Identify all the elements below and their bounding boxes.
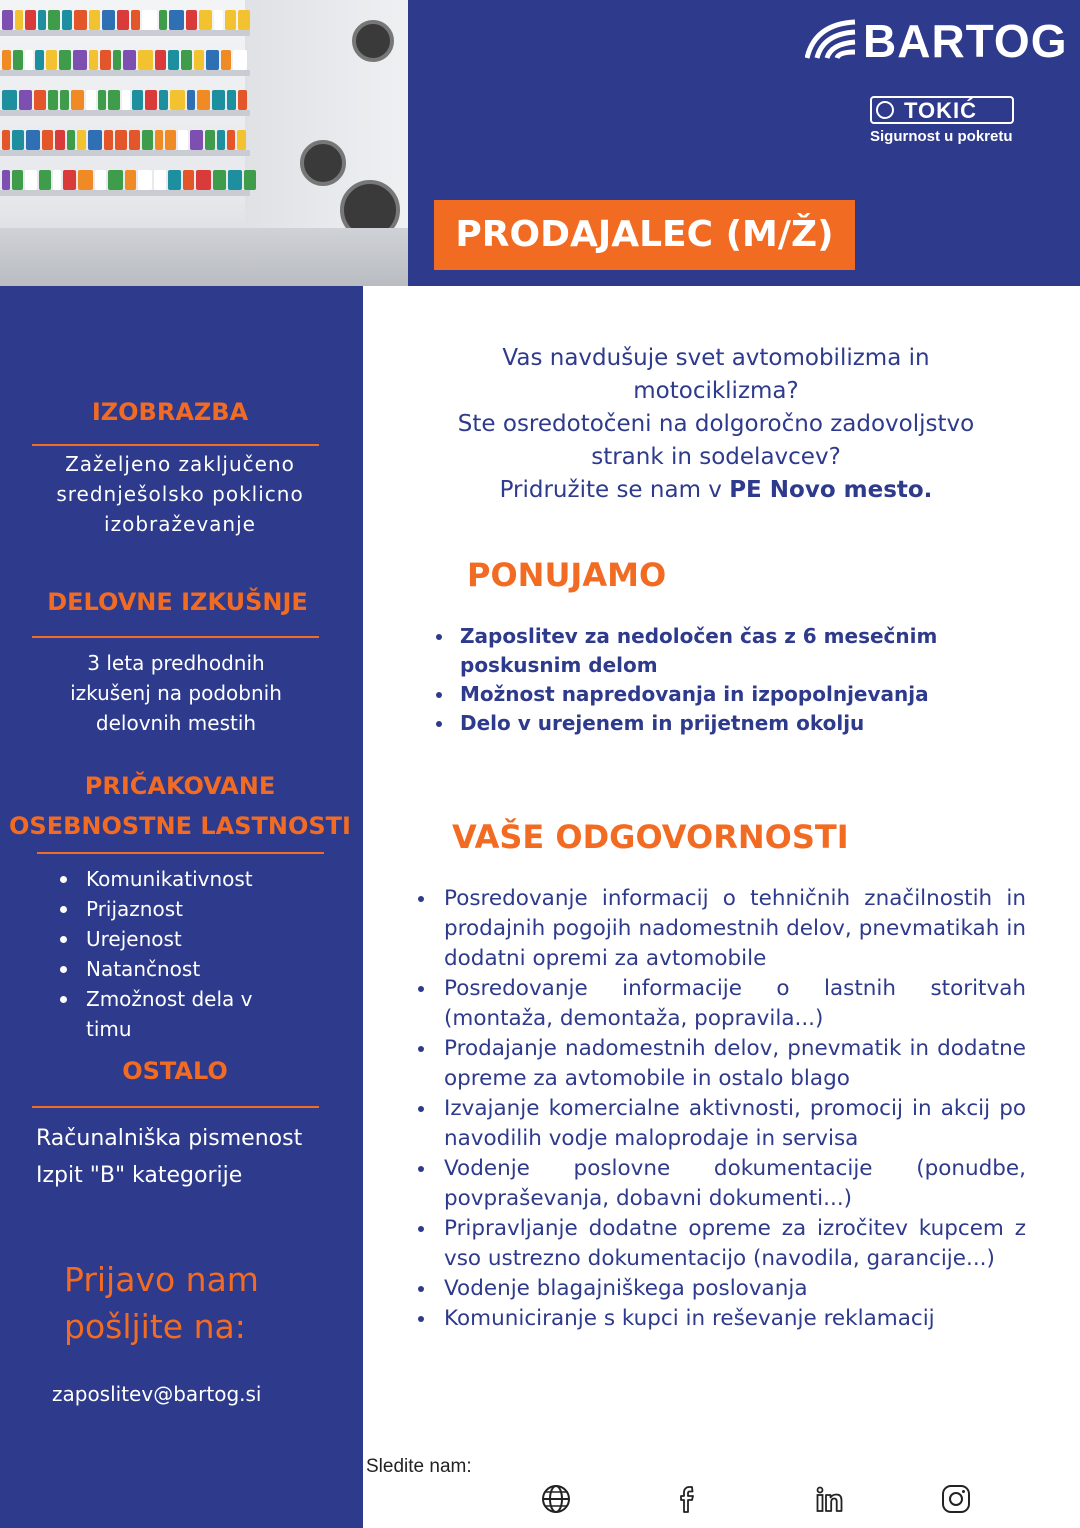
location-name: PE Novo mesto. bbox=[729, 477, 933, 503]
photo-product bbox=[205, 130, 215, 150]
photo-product bbox=[190, 130, 203, 150]
traits-heading-line: OSEBNOSTNE LASTNOSTI bbox=[9, 812, 351, 840]
photo-shelf bbox=[0, 110, 250, 116]
photo-disc bbox=[352, 20, 394, 62]
photo-product bbox=[108, 90, 120, 110]
photo-product bbox=[2, 90, 17, 110]
store-shelves-photo bbox=[0, 0, 408, 286]
education-heading: IZOBRAZBA bbox=[91, 398, 249, 426]
photo-product bbox=[142, 10, 157, 30]
photo-floor bbox=[0, 228, 408, 286]
experience-heading: DELOVNE IZKUŠNJE bbox=[47, 588, 308, 616]
photo-product bbox=[34, 90, 46, 110]
photo-product bbox=[244, 170, 256, 190]
photo-product bbox=[225, 10, 236, 30]
apply-heading bbox=[64, 1256, 259, 1350]
list-item: Posredovanje informacij o tehničnih značilnostih in prodajnih pogojih nadomestnih delov, pnevmatikah in dodatni opremi za avtomobile bbox=[418, 884, 1026, 974]
apply-heading-line: Prijavo nam bbox=[64, 1260, 259, 1299]
list-item: Prijaznost bbox=[60, 894, 300, 924]
photo-product bbox=[98, 90, 106, 110]
apply-email[interactable]: zaposlitev@bartog.si bbox=[52, 1382, 262, 1406]
photo-product bbox=[12, 130, 24, 150]
intro-line: motociklizma? bbox=[633, 378, 799, 404]
photo-product bbox=[113, 50, 121, 70]
list-item: Zaposlitev za nedoločen čas z 6 mesečnim poskusnim delom bbox=[436, 622, 996, 680]
partner-slogan: Sigurnost u pokretu bbox=[870, 128, 1013, 145]
photo-product bbox=[71, 90, 84, 110]
photo-product bbox=[238, 90, 247, 110]
photo-product bbox=[2, 130, 10, 150]
photo-product bbox=[100, 50, 111, 70]
intro-line: Vas navdušuje svet avtomobilizma in bbox=[502, 345, 930, 371]
globe-icon[interactable] bbox=[539, 1482, 573, 1516]
photo-product bbox=[2, 170, 10, 190]
photo-shelf bbox=[0, 70, 250, 76]
photo-product bbox=[221, 50, 231, 70]
photo-product bbox=[95, 170, 106, 190]
brand-name: BARTOG bbox=[863, 15, 1068, 67]
divider bbox=[32, 636, 319, 638]
responsibilities-list bbox=[418, 884, 1026, 1334]
photo-product bbox=[159, 10, 167, 30]
photo-product bbox=[2, 10, 13, 30]
photo-shelf bbox=[0, 150, 250, 156]
photo-product bbox=[19, 90, 32, 110]
photo-product bbox=[86, 90, 96, 110]
list-item: Komuniciranje s kupci in reševanje reklamacij bbox=[418, 1304, 1026, 1334]
list-item: Natančnost bbox=[60, 954, 300, 984]
photo-product bbox=[38, 10, 46, 30]
photo-product bbox=[186, 10, 197, 30]
photo-product bbox=[104, 130, 113, 150]
photo-product bbox=[77, 130, 86, 150]
photo-product bbox=[74, 10, 87, 30]
experience-line: izkušenj na podobnih bbox=[70, 681, 282, 705]
photo-product bbox=[233, 50, 247, 70]
education-text bbox=[20, 449, 340, 539]
photo-product bbox=[102, 10, 115, 30]
photo-product bbox=[129, 130, 140, 150]
photo-product bbox=[181, 50, 192, 70]
photo-product bbox=[155, 50, 166, 70]
divider bbox=[37, 852, 324, 854]
responsibilities-heading: VAŠE ODGOVORNOSTI bbox=[452, 818, 849, 856]
photo-product bbox=[122, 90, 130, 110]
photo-product bbox=[73, 50, 87, 70]
photo-product bbox=[169, 10, 184, 30]
photo-product bbox=[196, 170, 211, 190]
photo-product bbox=[63, 170, 76, 190]
tokic-circle-icon bbox=[876, 101, 894, 119]
offer-heading: PONUJAMO bbox=[467, 556, 667, 594]
photo-product bbox=[227, 90, 236, 110]
photo-product bbox=[59, 50, 71, 70]
list-item: Vodenje blagajniškega poslovanja bbox=[418, 1274, 1026, 1304]
photo-product bbox=[145, 90, 157, 110]
photo-product bbox=[12, 170, 23, 190]
list-item: Urejenost bbox=[60, 924, 300, 954]
education-line: Zaželjeno zaključeno bbox=[65, 452, 295, 476]
list-item: Komunikativnost bbox=[60, 864, 300, 894]
photo-product bbox=[168, 170, 181, 190]
experience-text bbox=[16, 648, 336, 738]
photo-product bbox=[142, 130, 153, 150]
photo-product bbox=[154, 170, 166, 190]
photo-product bbox=[217, 130, 225, 150]
list-item: Delo v urejenem in prijetnem okolju bbox=[436, 709, 996, 738]
sidebar bbox=[0, 286, 363, 1528]
photo-product bbox=[89, 10, 100, 30]
photo-product bbox=[39, 170, 51, 190]
photo-product bbox=[168, 50, 179, 70]
photo-product bbox=[25, 50, 33, 70]
photo-product bbox=[15, 10, 23, 30]
linkedin-icon[interactable] bbox=[813, 1482, 847, 1516]
photo-product bbox=[197, 90, 210, 110]
photo-product bbox=[115, 130, 127, 150]
photo-product bbox=[117, 10, 129, 30]
photo-product bbox=[78, 170, 93, 190]
job-title-banner bbox=[434, 200, 855, 270]
photo-product bbox=[214, 10, 223, 30]
apply-heading-line: pošljite na: bbox=[64, 1307, 246, 1346]
facebook-icon[interactable] bbox=[672, 1482, 706, 1516]
education-line: izobraževanje bbox=[104, 512, 256, 536]
intro-text bbox=[420, 342, 1012, 507]
intro-line: Pridružite se nam v PE Novo mesto. bbox=[499, 477, 933, 503]
list-item: Možnost napredovanja in izpopolnjevanja bbox=[436, 680, 996, 709]
photo-disc bbox=[300, 140, 346, 186]
photo-product bbox=[62, 10, 72, 30]
photo-shelf bbox=[0, 30, 250, 36]
photo-product bbox=[2, 50, 11, 70]
photo-product bbox=[159, 90, 168, 110]
photo-product bbox=[46, 50, 57, 70]
photo-product bbox=[42, 130, 53, 150]
photo-product bbox=[199, 10, 212, 30]
divider bbox=[32, 1106, 319, 1108]
photo-product bbox=[131, 10, 140, 30]
photo-product bbox=[35, 50, 44, 70]
photo-product bbox=[89, 50, 98, 70]
photo-product bbox=[238, 10, 250, 30]
list-item: Prodajanje nadomestnih delov, pnevmatik in dodatne opreme za avtomobile in ostalo blago bbox=[418, 1034, 1026, 1094]
other-line: Izpit "B" kategorije bbox=[36, 1163, 243, 1188]
photo-product bbox=[227, 130, 235, 150]
partner-name: TOKIĆ bbox=[904, 98, 978, 123]
photo-product bbox=[228, 170, 242, 190]
photo-product bbox=[165, 130, 176, 150]
photo-product bbox=[13, 50, 23, 70]
other-heading: OSTALO bbox=[122, 1057, 228, 1085]
tokic-logo bbox=[870, 96, 1014, 124]
photo-product bbox=[187, 90, 195, 110]
photo-product bbox=[88, 130, 102, 150]
photo-product bbox=[206, 50, 219, 70]
header-banner bbox=[0, 0, 1080, 286]
photo-product bbox=[138, 50, 153, 70]
photo-product bbox=[132, 90, 143, 110]
photo-product bbox=[237, 130, 246, 150]
photo-product bbox=[123, 50, 136, 70]
photo-product bbox=[194, 50, 204, 70]
photo-product bbox=[108, 170, 123, 190]
list-item: Vodenje poslovne dokumentacije (ponudbe, povpraševanja, dobavni dokumenti...) bbox=[418, 1154, 1026, 1214]
bartog-swoosh-icon bbox=[805, 18, 861, 60]
bartog-logo bbox=[805, 15, 1068, 67]
photo-product bbox=[170, 90, 185, 110]
photo-product bbox=[60, 90, 69, 110]
list-item: Izvajanje komercialne aktivnosti, promocij in akcij po navodilih vodje maloprodaje in servisa bbox=[418, 1094, 1026, 1154]
photo-product bbox=[125, 170, 136, 190]
other-line: Računalniška pismenost bbox=[36, 1126, 303, 1151]
other-text bbox=[36, 1120, 356, 1194]
instagram-icon[interactable] bbox=[939, 1482, 973, 1516]
list-item: Zmožnost dela v timu bbox=[60, 984, 300, 1044]
photo-product bbox=[48, 90, 58, 110]
photo-product bbox=[48, 10, 60, 30]
photo-product bbox=[67, 130, 75, 150]
photo-product bbox=[213, 170, 226, 190]
divider bbox=[32, 444, 319, 446]
experience-line: 3 leta predhodnih bbox=[87, 651, 265, 675]
job-title: PRODAJALEC (M/Ž) bbox=[455, 214, 834, 255]
photo-product bbox=[138, 170, 152, 190]
photo-product bbox=[53, 170, 61, 190]
experience-line: delovnih mestih bbox=[95, 711, 257, 735]
photo-product bbox=[25, 170, 37, 190]
intro-line: Ste osredotočeni na dolgoročno zadovoljstvo bbox=[457, 411, 975, 437]
photo-product bbox=[183, 170, 194, 190]
photo-product bbox=[178, 130, 188, 150]
photo-product bbox=[25, 10, 36, 30]
follow-label: Sledite nam: bbox=[366, 1456, 472, 1477]
photo-shelf bbox=[0, 190, 250, 196]
photo-product bbox=[26, 130, 40, 150]
list-item: Posredovanje informacije o lastnih storitvah (montaža, demontaža, popravila...) bbox=[418, 974, 1026, 1034]
intro-line: strank in sodelavcev? bbox=[591, 444, 841, 470]
traits-heading bbox=[0, 766, 360, 846]
photo-product bbox=[55, 130, 65, 150]
photo-product bbox=[212, 90, 225, 110]
traits-heading-line: PRIČAKOVANE bbox=[84, 772, 276, 800]
offer-list bbox=[436, 622, 996, 738]
education-line: srednješolsko poklicno bbox=[56, 482, 304, 506]
list-item: Pripravljanje dodatne opreme za izročitev kupcem z vso ustrezno dokumentacijo (navodila, garancije...) bbox=[418, 1214, 1026, 1274]
photo-product bbox=[155, 130, 163, 150]
traits-list bbox=[60, 864, 300, 1044]
